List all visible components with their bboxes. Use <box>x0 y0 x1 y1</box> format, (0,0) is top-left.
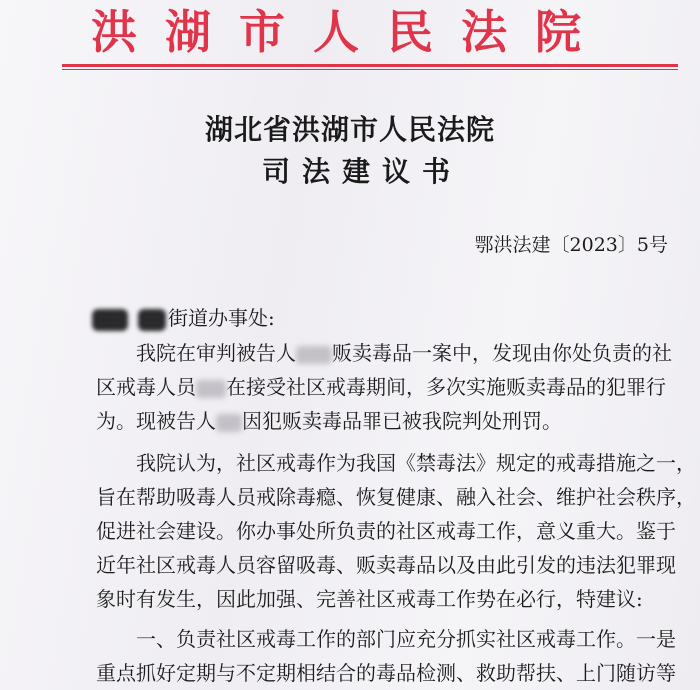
paragraph-line <box>96 404 656 438</box>
paragraph-line: 促进社会建设。你办事处所负责的社区戒毒工作，意义重大。鉴于 <box>96 519 676 543</box>
recipient-line <box>92 302 275 331</box>
redacted-region <box>92 309 128 331</box>
paragraph-line: 近年社区戒毒人员容留吸毒、贩卖毒品以及由此引发的违法犯罪现 <box>96 553 676 577</box>
court-header: 洪湖市人民法院 <box>91 5 609 59</box>
paragraph-line: 一、负责社区戒毒工作的部门应充分抓实社区戒毒工作。一是 <box>136 627 676 651</box>
paragraph-line <box>96 336 672 370</box>
document-number: 鄂洪法建〔2023〕5号 <box>474 234 668 256</box>
document-title-type: 司法建议书 <box>261 155 462 188</box>
paragraph-line: 旨在帮助吸毒人员戒除毒瘾、恢复健康、融入社会、维护社会秩序， <box>96 485 696 509</box>
redacted-name <box>296 346 332 364</box>
redacted-name <box>216 414 242 432</box>
recipient-suffix: 街道办事处: <box>168 306 275 330</box>
paragraph-line <box>96 370 666 404</box>
text-segment: 为。现被告人 <box>96 409 216 433</box>
header-rule-thin <box>62 69 678 70</box>
redacted-region <box>138 309 166 331</box>
paragraph-line: 象时有发生，因此加强、完善社区戒毒工作势在必行，特建议: <box>96 587 643 611</box>
paragraph-line: 我院认为，社区戒毒作为我国《禁毒法》规定的戒毒措施之一， <box>136 451 696 475</box>
header-rule-thick <box>62 64 678 67</box>
text-segment: 区戒毒人员 <box>96 375 196 399</box>
text-segment: 贩卖毒品一案中，发现由你处负责的社 <box>332 341 672 365</box>
text-segment: 因犯贩卖毒品罪已被我院判处刑罚。 <box>242 409 562 433</box>
text-segment: 在接受社区戒毒期间，多次实施贩卖毒品的犯罪行 <box>226 375 666 399</box>
text-segment: 我院在审判被告人 <box>136 341 296 365</box>
paragraph-2 <box>96 446 696 616</box>
paragraph-line: 重点抓好定期与不定期相结合的毒品检测、救助帮扶、上门随访等 <box>96 661 676 685</box>
paragraph-3 <box>96 622 676 690</box>
paragraph-1 <box>96 336 672 438</box>
document-title-court: 湖北省洪湖市人民法院 <box>204 113 495 146</box>
redacted-name <box>196 380 226 398</box>
